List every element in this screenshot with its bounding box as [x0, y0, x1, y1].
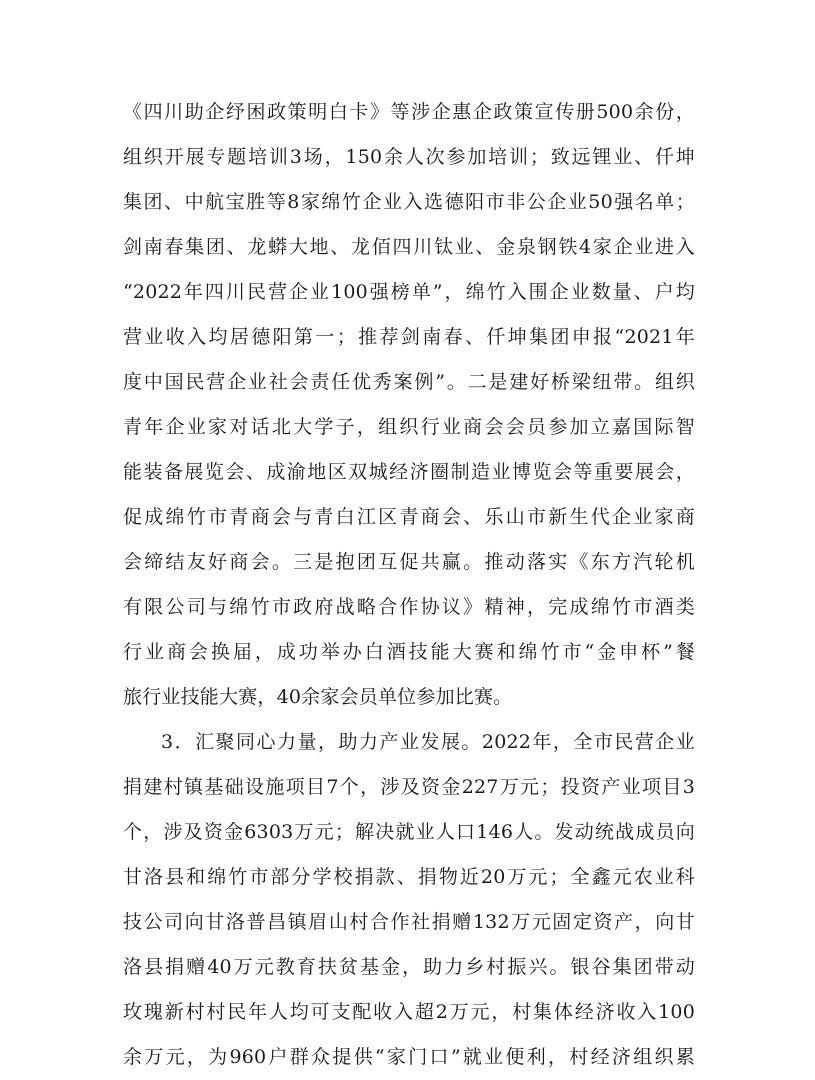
paragraph-industry-development: [123, 720, 695, 1080]
text-line: 青年企业家对话北大学子，组织行业商会会员参加立嘉国际智: [123, 416, 695, 438]
text-line: 组织开展专题培训3场，150余人次参加培训；致远锂业、仟坤: [123, 146, 695, 168]
document-body: [123, 90, 695, 1080]
text-line: 集团、中航宝胜等8家绵竹企业入选德阳市非公企业50强名单；: [123, 191, 695, 213]
text-line: 会缔结友好商会。三是抱团互促共赢。推动落实《东方汽轮机: [123, 551, 695, 573]
text-line: 行业商会换届，成功举办白酒技能大赛和绵竹市“金申杯”餐: [123, 641, 695, 663]
text-line: 有限公司与绵竹市政府战略合作协议》精神，完成绵竹市酒类: [123, 596, 695, 618]
text-line: 洛县捐赠40万元教育扶贫基金，助力乡村振兴。银谷集团带动: [123, 956, 695, 978]
text-line: 余万元，为960户群众提供“家门口”就业便利，村经济组织累: [123, 1046, 695, 1068]
text-line: 玫瑰新村村民年人均可支配收入超2万元，村集体经济收入100: [123, 1001, 695, 1023]
text-line: 旅行业技能大赛，40余家会员单位参加比赛。: [123, 686, 513, 708]
text-line: 甘洛县和绵竹市部分学校捐款、捐物近20万元；全鑫元农业科: [123, 866, 695, 888]
text-line: 捐建村镇基础设施项目7个，涉及资金227万元；投资产业项目3: [123, 776, 695, 798]
paragraph-policy-support: [123, 90, 695, 720]
text-line: 度中国民营企业社会责任优秀案例”。二是建好桥梁纽带。组织: [123, 371, 695, 393]
text-line: 营业收入均居德阳第一；推荐剑南春、仟坤集团申报“2021年: [123, 326, 695, 348]
text-line: 能装备展览会、成渝地区双城经济圈制造业博览会等重要展会，: [123, 461, 695, 483]
text-line: 剑南春集团、龙蟒大地、龙佰四川钛业、金泉钢铁4家企业进入: [123, 236, 695, 258]
text-line: 促成绵竹市青商会与青白江区青商会、乐山市新生代企业家商: [123, 506, 695, 528]
text-line: 《四川助企纾困政策明白卡》等涉企惠企政策宣传册500余份，: [123, 101, 695, 123]
text-line: 个，涉及资金6303万元；解决就业人口146人。发动统战成员向: [123, 821, 695, 843]
text-line: 技公司向甘洛普昌镇眉山村合作社捐赠132万元固定资产，向甘: [123, 911, 695, 933]
section-heading-line: 3．汇聚同心力量，助力产业发展。2022年，全市民营企业: [161, 731, 695, 753]
text-line: “2022年四川民营企业100强榜单”，绵竹入围企业数量、户均: [123, 281, 695, 303]
